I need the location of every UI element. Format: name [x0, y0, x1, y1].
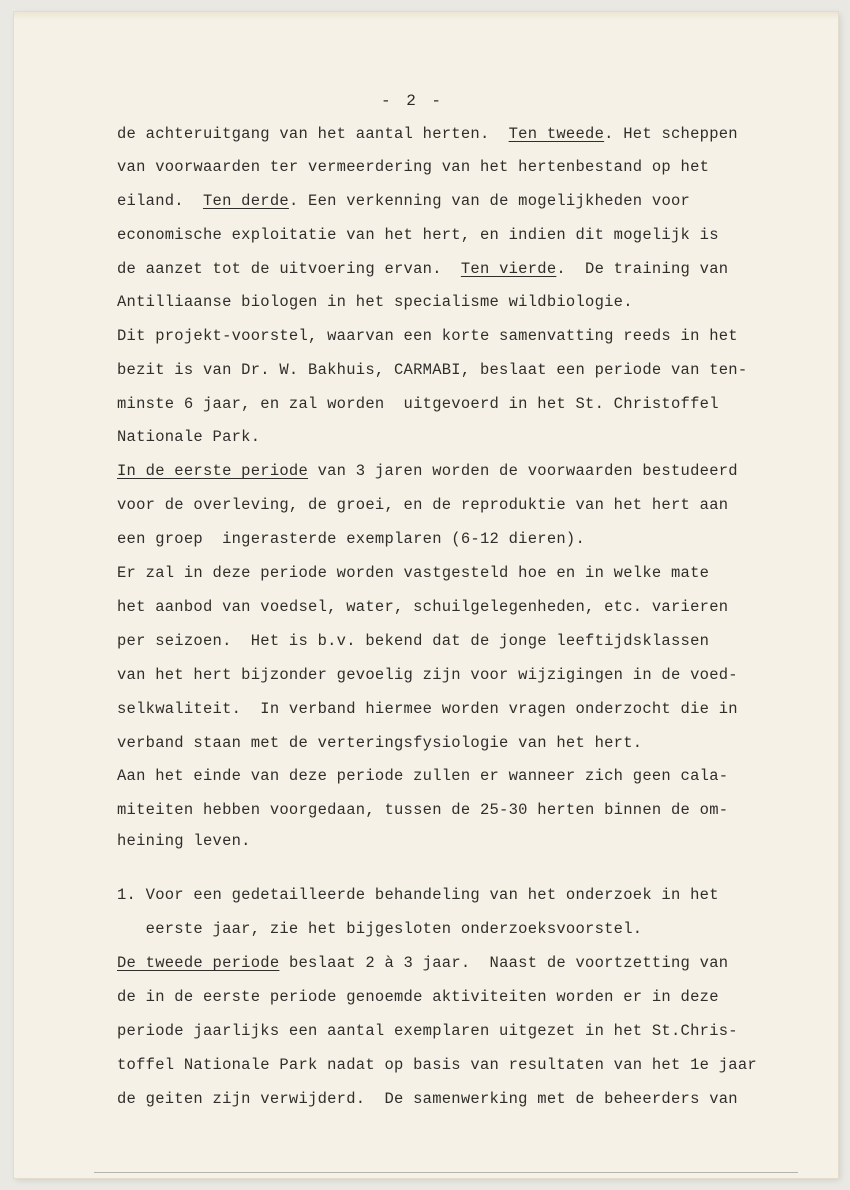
line-text: minste 6 jaar, en zal worden uitgevoerd in het St. Christoffel	[117, 395, 719, 413]
text-line	[117, 192, 690, 210]
line-text: Er zal in deze periode worden vastgesteld hoe en in welke mate	[117, 564, 710, 582]
document-page	[14, 12, 838, 1178]
line-text: eiland.	[117, 192, 203, 210]
underlined-heading: In de eerste periode	[117, 462, 309, 480]
line-text: Aan het einde van deze periode zullen er wanneer zich geen cala-	[117, 767, 729, 785]
line-text: eerste jaar, zie het bijgesloten onderzoeksvoorstel.	[117, 920, 643, 938]
line-text: heining leven.	[117, 832, 251, 850]
line-text: Antilliaanse biologen in het specialisme wildbiologie.	[117, 293, 633, 311]
line-text: toffel Nationale Park nadat op basis van resultaten van het 1e jaar	[117, 1056, 757, 1074]
text-line	[117, 293, 633, 311]
text-line	[117, 801, 728, 819]
line-text: voor de overleving, de groei, en de reproduktie van het hert aan	[117, 496, 729, 514]
line-text: economische exploitatie van het hert, en indien dit mogelijk is	[117, 226, 719, 244]
line-text: de geiten zijn verwijderd. De samenwerking met de beheerders van	[117, 1090, 738, 1108]
line-text: . De training van	[556, 260, 729, 278]
text-line	[117, 530, 585, 548]
line-text: per seizoen. Het is b.v. bekend dat de jonge leeftijdsklassen	[117, 632, 710, 650]
line-text: een groep ingerasterde exemplaren (6-12 dieren).	[117, 530, 586, 548]
text-line	[117, 598, 728, 616]
text-line	[117, 564, 709, 582]
text-line	[117, 1022, 738, 1040]
page-number: - 2 -	[381, 92, 445, 110]
line-text: verband staan met de verteringsfysiologie van het hert.	[117, 734, 643, 752]
text-line	[117, 1090, 738, 1108]
text-line	[117, 260, 728, 278]
text-line	[117, 361, 747, 379]
underlined-heading: De tweede periode	[117, 954, 280, 972]
line-text: miteiten hebben voorgedaan, tussen de 25-30 herten binnen de om-	[117, 801, 729, 819]
line-text: . Een verkenning van de mogelijkheden voor	[288, 192, 691, 210]
text-line	[117, 886, 719, 904]
text-line	[117, 395, 719, 413]
line-text: van het hert bijzonder gevoelig zijn voor wijzigingen in de voed-	[117, 666, 738, 684]
text-line	[117, 632, 709, 650]
line-text: de in de eerste periode genoemde aktiviteiten worden er in deze	[117, 988, 719, 1006]
text-line	[117, 428, 260, 446]
line-text: . Het scheppen	[604, 125, 738, 143]
text-line	[117, 125, 738, 143]
text-line	[117, 734, 642, 752]
underlined-heading: Ten derde	[202, 192, 289, 210]
text-line	[117, 496, 728, 514]
line-text: van 3 jaren worden de voorwaarden bestudeerd	[308, 462, 738, 480]
text-line	[117, 767, 728, 785]
underlined-heading: Ten tweede	[508, 125, 605, 143]
line-text: de aanzet tot de uitvoering ervan.	[117, 260, 461, 278]
line-text: van voorwaarden ter vermeerdering van het hertenbestand op het	[117, 158, 710, 176]
text-line	[117, 327, 738, 345]
text-line	[117, 1056, 757, 1074]
text-line	[117, 666, 738, 684]
line-text: selkwaliteit. In verband hiermee worden vragen onderzocht die in	[117, 700, 738, 718]
line-text: periode jaarlijks een aantal exemplaren uitgezet in het St.Chris-	[117, 1022, 738, 1040]
bottom-rule	[94, 1172, 798, 1173]
paper-top-edge	[14, 12, 838, 20]
text-line	[117, 226, 719, 244]
line-text: de achteruitgang van het aantal herten.	[117, 125, 509, 143]
line-text: beslaat 2 à 3 jaar. Naast de voortzetting van	[279, 954, 729, 972]
text-line	[117, 462, 738, 480]
line-text: bezit is van Dr. W. Bakhuis, CARMABI, beslaat een periode van ten-	[117, 361, 748, 379]
text-line	[117, 832, 251, 850]
text-line	[117, 920, 642, 938]
line-text: Dit projekt-voorstel, waarvan een korte samenvatting reeds in het	[117, 327, 738, 345]
text-line	[117, 158, 709, 176]
underlined-heading: Ten vierde	[460, 260, 557, 278]
line-text: het aanbod van voedsel, water, schuilgelegenheden, etc. varieren	[117, 598, 729, 616]
line-text: 1. Voor een gedetailleerde behandeling van het onderzoek in het	[117, 886, 719, 904]
line-text: Nationale Park.	[117, 428, 261, 446]
text-line	[117, 988, 719, 1006]
text-line	[117, 954, 728, 972]
text-line	[117, 700, 738, 718]
